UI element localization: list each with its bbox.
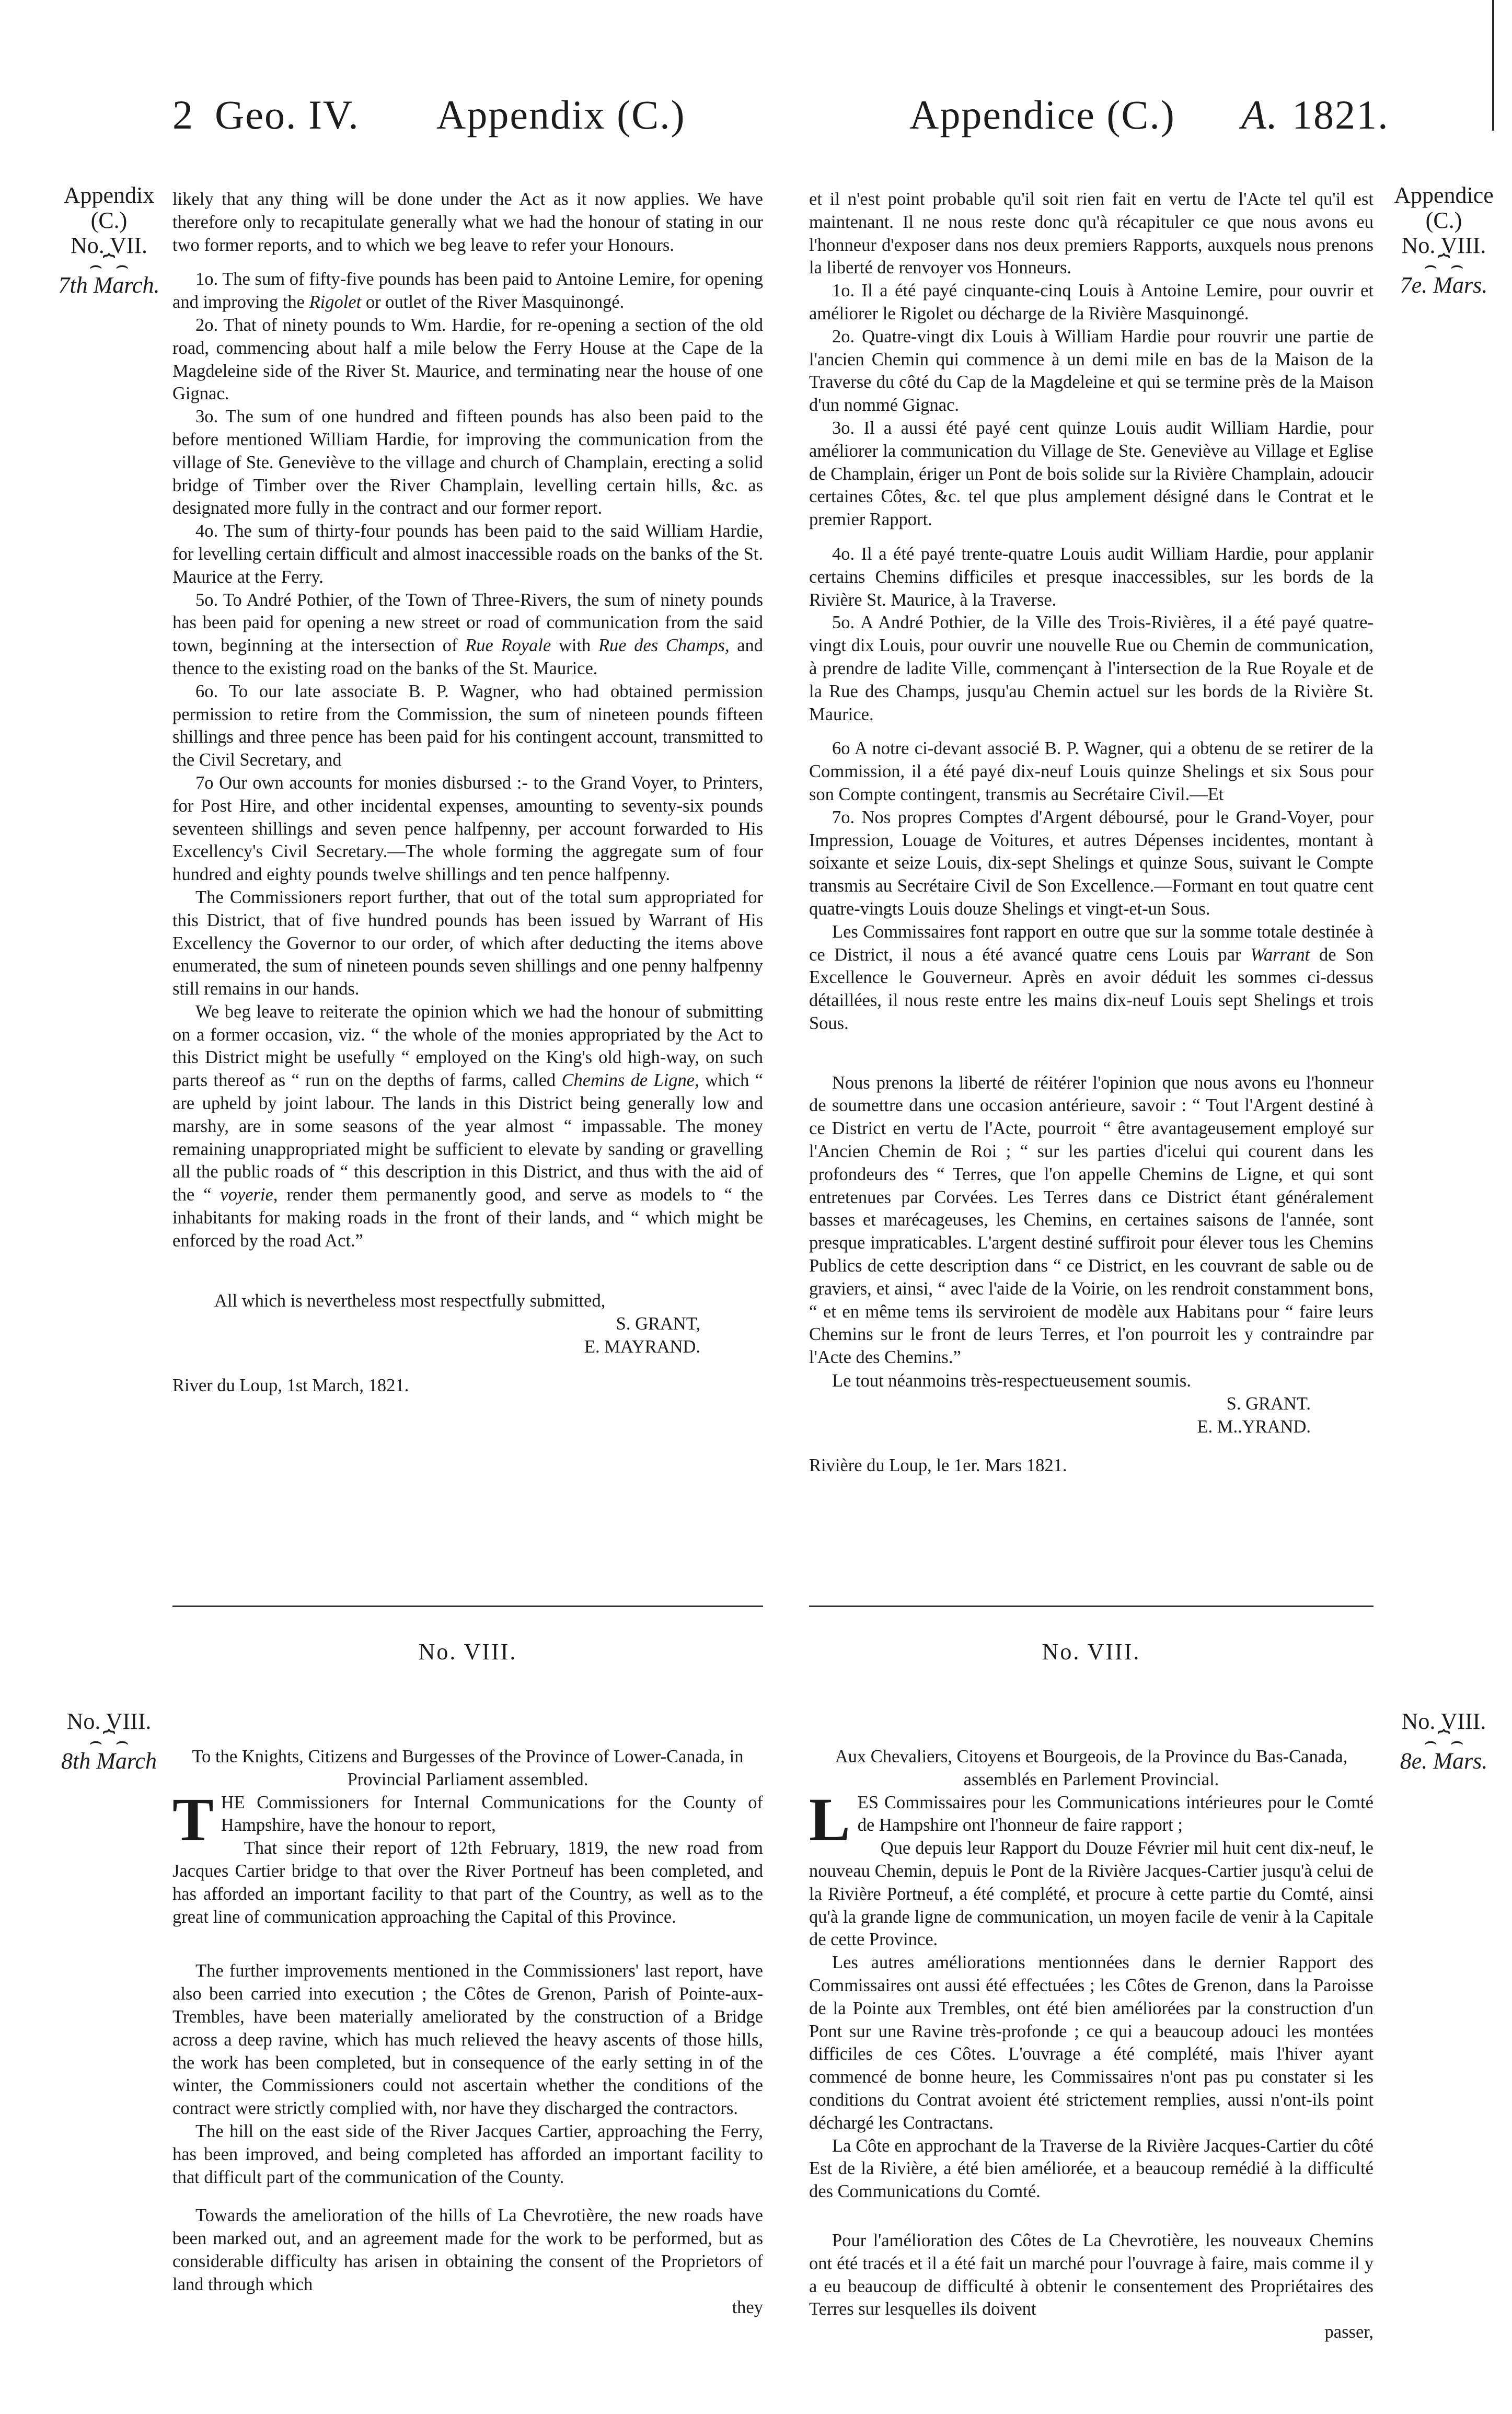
text: or outlet of the River Masquinongé. (365, 292, 625, 313)
signature-block (809, 1369, 1374, 1477)
paragraph-item-4: 4o. The sum of thirty-four pounds has been paid to the said William Hardie, for levelling certain difficult and almost inaccessible roads on the banks of the St. Maurice at the Ferry. (172, 521, 763, 587)
paragraph-item-7: 7o Our own accounts for monies disbursed :- to the Grand Voyer, to Printers, for Post Hire, and other incidental expenses, amounting to seventy-six pounds seventeen shillings and seven pence halfpenny, per account forwarded to His Excellency's Civil Secretary.—The whole forming the aggregate sum of four hundred and eighty pounds twelve shillings and ten pence halfpenny. (172, 772, 763, 885)
catchword: they (732, 2297, 763, 2317)
brace-ornament: ⌢⏞⌢ (1424, 1729, 1464, 1753)
closing-line: All which is nevertheless most respectfully submitted, (214, 1290, 606, 1311)
running-header-year (1241, 91, 1389, 138)
place-date: River du Loup, 1st March, 1821. (172, 1375, 409, 1395)
margin-appendix-label: Appendice (1394, 182, 1494, 208)
paragraph: Que depuis leur Rapport du Douze Février mil huit cent dix-neuf, le nouveau Chemin, depuis le Pont de la Rivière Jacques-Cartier jusqu'à celui de la Rivière Portneuf, a été complété, et procure à cette partie du Comté, ainsi qu'à la grande ligne de communication, un moyen facile de venir à la Capitale de cette Province. (809, 1838, 1374, 1950)
margin-appendix-label: Appendix (63, 182, 155, 208)
paragraph-item-6: 6o. To our late associate B. P. Wagner, who had obtained permission permission to retire from the Commission, the sum of nineteen pounds fifteen shillings and three pence has been paid for his contingent account, transmitted to the Civil Secretary, and (172, 681, 763, 770)
brace-ornament: ⌢⏞⌢ (89, 1729, 129, 1753)
paragraph: The further improvements mentioned in the Commissioners' last report, have also been carried into execution ; the Côtes de Grenon, Parish of Pointe-aux-Trembles, have been materially ameliorated by the construction of a Bridge across a deep ravine, which has much relieved the heavy ascents of those hills, the work has been completed, but in consequence of the early setting in of the winter, the Commissioners could not ascertain whether the conditions of the contract were strictly complied with, nor have they discharged the contractors. (172, 1961, 763, 2119)
english-report-no8 (172, 1746, 763, 2319)
year: 1821. (1292, 92, 1389, 137)
paragraph: The hill on the east side of the River Jacques Cartier, approaching the Ferry, has been improved, and being completed has afforded an important facility to that difficult part of the communication of the County. (172, 2121, 763, 2187)
text: ES Commissaires pour les Communications intérieures pour le Comté de Hampshire ont l'honneur de faire rapport ; (857, 1792, 1374, 1835)
margin-date: 8th March (61, 1748, 157, 1774)
paragraph-item-1 (172, 268, 763, 314)
running-header-appendix-en: Appendix (C.) (436, 92, 686, 137)
paragraph-item-7: 7o. Nos propres Comptes d'Argent déboursé, pour le Grand-Voyer, pour Impression, Louage de Voitures, et autres Dépenses incidentes, montant à soixante et seize Louis, dix-sept Shelings et quinze Sous, suivant le Compte transmis au Secrétaire Civil de Son Excellence.—Formant en tout quatre cent quatre-vingts Louis douze Shelings et vingt-et-un Sous. (809, 807, 1374, 919)
paragraph-item-6: 6o A notre ci-devant associé B. P. Wagner, qui a obtenu de se retirer de la Commission, il a été payé dix-neuf Louis quinze Shelings et six Sous pour son Compte contingent, transmis au Secrétaire Civil.—Et (809, 738, 1374, 804)
catchword: passer, (1324, 2322, 1374, 2342)
signatory: S. GRANT. (1226, 1394, 1311, 1414)
text: Les Commissaires font rapport en outre que sur la somme totale destinée à ce District, il nous a été avancé quatre cens Louis par (809, 921, 1374, 965)
brace-ornament: ⌢⏞⌢ (1424, 253, 1464, 277)
text: , which “ are upheld by joint labour. The lands in this District being generally low and marshy, are in some seasons of the year almost “ impassable. The money remaining unappropriated might be sufficient to elevate by sanding or gravelling all the public roads of “ this description in this District, and thus with the aid of the “ (172, 1070, 763, 1205)
paragraph-item-3: 3o. The sum of one hundred and fifteen pounds has also been paid to the before mentioned William Hardie, for improving the communication from the village of Ste. Geneviève to the village and church of Champlain, erecting a solid bridge of Timber over the River Champlain, levelling certain hills, &c. as designated more fully in the contract and our former report. (172, 407, 763, 518)
signatory: E. M..YRAND. (1197, 1417, 1311, 1437)
reign: Geo. IV. (215, 92, 360, 137)
italic-term: Rigolet (309, 292, 362, 313)
session-number: 2 (172, 92, 194, 137)
paragraph-item-5 (172, 589, 763, 680)
italic-term: voyerie (220, 1185, 273, 1205)
opening-paragraph (172, 1785, 763, 1854)
section-divider (809, 1606, 1374, 1607)
drop-cap: L (809, 1785, 850, 1854)
text: 5o. To André Pothier, of the Town of Three-Rivers, the sum of ninety pounds has been paid for opening a new street or road of communication from the said town, beginning at the intersection of (172, 590, 763, 656)
paragraph (809, 921, 1374, 1035)
anno-abbrev: A. (1241, 92, 1279, 137)
running-header-left (172, 91, 360, 138)
english-report-no7 (172, 188, 763, 1397)
text: 1o. The sum of fifty-five pounds has been paid to Antoine Lemire, for opening and improving the (172, 269, 763, 313)
paragraph: The Commissioners report further, that out of the total sum appropriated for this District, that of five hundred pounds has been issued by Warrant of His Excellency the Governor to our order, of which after deducting the items above enumerated, the sum of nineteen pounds seven shillings and one penny halfpenny still remains in our hands. (172, 887, 763, 999)
margin-note-report-fr (1385, 1709, 1503, 1774)
opening-paragraph (809, 1785, 1374, 1854)
french-report-no7 (809, 188, 1374, 1477)
text: , and thence to the existing road on the banks of the St. Maurice. (172, 636, 764, 678)
paragraph: La Côte en approchant de la Traverse de la Rivière Jacques-Cartier du côté Est de la Rivière, a été bien améliorée, et a beaucoup remédié à la difficulté des Communications du Comté. (809, 2135, 1374, 2202)
paragraph-item-2: 2o. That of ninety pounds to Wm. Hardie, for re-opening a section of the old road, commencing about half a mile below the Ferry House at the Cape de la Magdeleine side of the River St. Maurice, and terminating near the house of one Gignac. (172, 315, 763, 404)
margin-report-number: No. VIII. (1401, 1708, 1486, 1734)
paragraph: Pour l'amélioration des Côtes de La Chevrotière, les nouveaux Chemins ont été tracés et il a été fait un marché pour l'ouvrage à faire, mais comme il y a eu beaucoup de difficulté à obtenir le consentement des Propriétaires des Terres sur lesquelles ils doivent (809, 2230, 1374, 2319)
text: We beg leave to reiterate the opinion which we had the honour of submitting on a former occasion, viz. “ the whole of the monies appropriated by the Act to this District might be usefully “ employed on the King's old high-way, on such parts thereof as “ run on the depths of farms, called (172, 1001, 763, 1091)
italic-term: Rue Royale (465, 636, 551, 656)
section-title-fr: No. VIII. (1042, 1639, 1141, 1665)
margin-report-number: No. VII. (70, 233, 148, 258)
signatory: S. GRANT, (616, 1313, 700, 1334)
drop-cap: T (172, 1785, 214, 1854)
page-edge-rule (1492, 0, 1494, 131)
italic-term: Rue des Champs (598, 636, 725, 656)
paragraph: That since their report of 12th February, 1819, the new road from Jacques Cartier bridge to that over the River Portneuf has been completed, and has afforded an important facility to that part of the Country, as well as to the great line of communication approaching the Capital of this Province. (172, 1838, 763, 1927)
running-header-appendix-fr: Appendice (C.) (909, 92, 1175, 137)
text: , render them permanently good, and serve as models to “ the inhabitants for making roads in the front of their lands, and “ which might be enforced by the road Act.” (172, 1185, 763, 1251)
margin-date: 8e. Mars. (1400, 1748, 1488, 1774)
section-title-en: No. VIII. (418, 1639, 517, 1665)
text: HE Commissioners for Internal Communications for the County of Hampshire, have the honour to report, (221, 1792, 763, 1835)
margin-note-report-en (50, 1709, 168, 1774)
paragraph-item-4: 4o. Il a été payé trente-quatre Louis audit William Hardie, pour applanir certains Chemins difficiles et presque inaccessibles, sur les bords de la Rivière St. Maurice, à la Traverse. (809, 544, 1374, 610)
paragraph-quoted-opinion: Nous prenons la liberté de réitérer l'opinion que nous avons eu l'honneur de soumettre dans une occasion antérieure, savoir : “ Tout l'Argent destiné à ce District en vertu de l'Acte, pourroit “ être avantageusement employé sur l'Ancien Chemin de Roi ; “ sur les parties d'icelui qui courent dans les profondeurs des “ Terres, que l'on appelle Chemins de Ligne, et qui sont entretenues par Corvées. Les Terres dans ce District étant généralement basses et marécageuses, les Chemins, en certaines saisons de l'année, sont presque impraticables. L'argent destiné suffiroit pour élever tous les Chemins Publics de cette description dans “ ce District, en les couvrant de sable ou de graviers, et ainsi, “ avec l'aide de la Voirie, on les rendroit constamment bons, “ et en même tems ils serviroient de modèle aux Habitans pour “ faire leurs Chemins sur le front de leurs Terres, et l'on pourroit les y contraindre par l'Acte des Chemins.” (809, 1072, 1374, 1368)
closing-line: Le tout néanmoins très-respectueusement soumis. (832, 1371, 1191, 1391)
margin-report-number: No. VIII. (1401, 233, 1486, 258)
margin-note-appendix-en (50, 183, 168, 298)
paragraph: Towards the amelioration of the hills of La Chevrotière, the new roads have been marked out, and an agreement made for the work to be performed, but as considerable difficulty has arisen in obtaining the consent of the Proprietors of land through which (172, 2205, 763, 2294)
margin-note-appendice-fr (1385, 183, 1503, 298)
margin-date: 7th March. (58, 272, 160, 298)
italic-term: Warrant (1250, 944, 1310, 965)
paragraph-item-5: 5o. A André Pothier, de la Ville des Trois-Rivières, il a été payé quatre-vingt dix Louis, pour ouvrir une nouvelle Rue ou Chemin de communication, à prendre de ladite Ville, commençant à l'intersection de la Rue Royale et de la Rue des Champs, jusqu'au Chemin actuel sur les bords de la Rivière St. Maurice. (809, 613, 1374, 724)
text: with (558, 636, 591, 656)
signatory: E. MAYRAND. (584, 1336, 700, 1357)
margin-appendix-letter: (C.) (90, 207, 128, 233)
place-date: Rivière du Loup, le 1er. Mars 1821. (809, 1456, 1067, 1476)
paragraph-item-3: 3o. Il a aussi été payé cent quinze Louis audit William Hardie, pour améliorer la communication du Village de Ste. Geneviève au Village et Eglise de Champlain, ériger un Pont de bois solide sur la Rivière Champlain, adoucir certaines Côtes, &c. tel que plus amplement désigné dans le Contrat et le premier Rapport. (809, 418, 1374, 530)
paragraph: Les autres améliorations mentionnées dans le dernier Rapport des Commissaires ont aussi été effectuées ; les Côtes de Grenon, dans la Paroisse de la Pointe aux Trembles, ont été bien améliorées par la construction d'un Pont sur une Ravine très-profonde ; ce qui a beaucoup adouci les montées difficiles de ces Côtes. L'ouvrage a été complété, mais l'hiver ayant commencé de bonne heure, les Commissaires n'ont pas pu constater si les conditions du Contrat avoient été strictement remplies, aussi n'ont-ils point déchargé les Contractans. (809, 1953, 1374, 2133)
brace-ornament: ⌢⏞⌢ (89, 253, 129, 277)
italic-term: Chemins de Ligne (561, 1070, 695, 1091)
section-divider (172, 1606, 763, 1607)
margin-appendix-letter: (C.) (1425, 207, 1462, 233)
paragraph-quoted-opinion (172, 1001, 763, 1253)
margin-report-number: No. VIII. (66, 1708, 152, 1734)
paragraph: et il n'est point probable qu'il soit rien fait en vertu de l'Acte tel qu'il est maintenant. Il ne nous reste donc qu'à récapituler ce que nous avons eu l'honneur d'exposer dans nos deux premiers Rapports, auxquels nous prenons la liberté de renvoyer vos Honneurs. (809, 189, 1374, 278)
margin-date: 7e. Mars. (1400, 272, 1488, 298)
signature-block (172, 1289, 763, 1397)
paragraph-item-1: 1o. Il a été payé cinquante-cinq Louis à Antoine Lemire, pour ouvrir et améliorer le Rigolet ou décharge de la Rivière Masquinongé. (809, 281, 1374, 324)
address-line: To the Knights, Citizens and Burgesses of the Province of Lower-Canada, in Provincial Parliament assembled. (192, 1747, 744, 1789)
address-line: Aux Chevaliers, Citoyens et Bourgeois, de la Province du Bas-Canada, assemblés en Parlement Provincial. (835, 1747, 1348, 1789)
french-report-no8 (809, 1746, 1374, 2344)
paragraph-item-2: 2o. Quatre-vingt dix Louis à William Hardie pour rouvrir une partie de l'ancien Chemin qui commence à un demi mile en bas de la Maison de la Traverse du côté du Cap de la Magdeleine et qui se termine près de la Maison d'un nommé Gignac. (809, 326, 1374, 415)
text: de Son Excellence le Gouverneur. Après en avoir déduit les sommes ci-dessus détaillées, il nous reste entre les mains dix-neuf Louis sept Shelings et trois Sous. (809, 944, 1374, 1033)
paragraph: likely that any thing will be done under the Act as it now applies. We have therefore only to recapitulate generally what we had the honour of stating in our two former reports, and to which we beg leave to refer your Honours. (172, 189, 763, 255)
